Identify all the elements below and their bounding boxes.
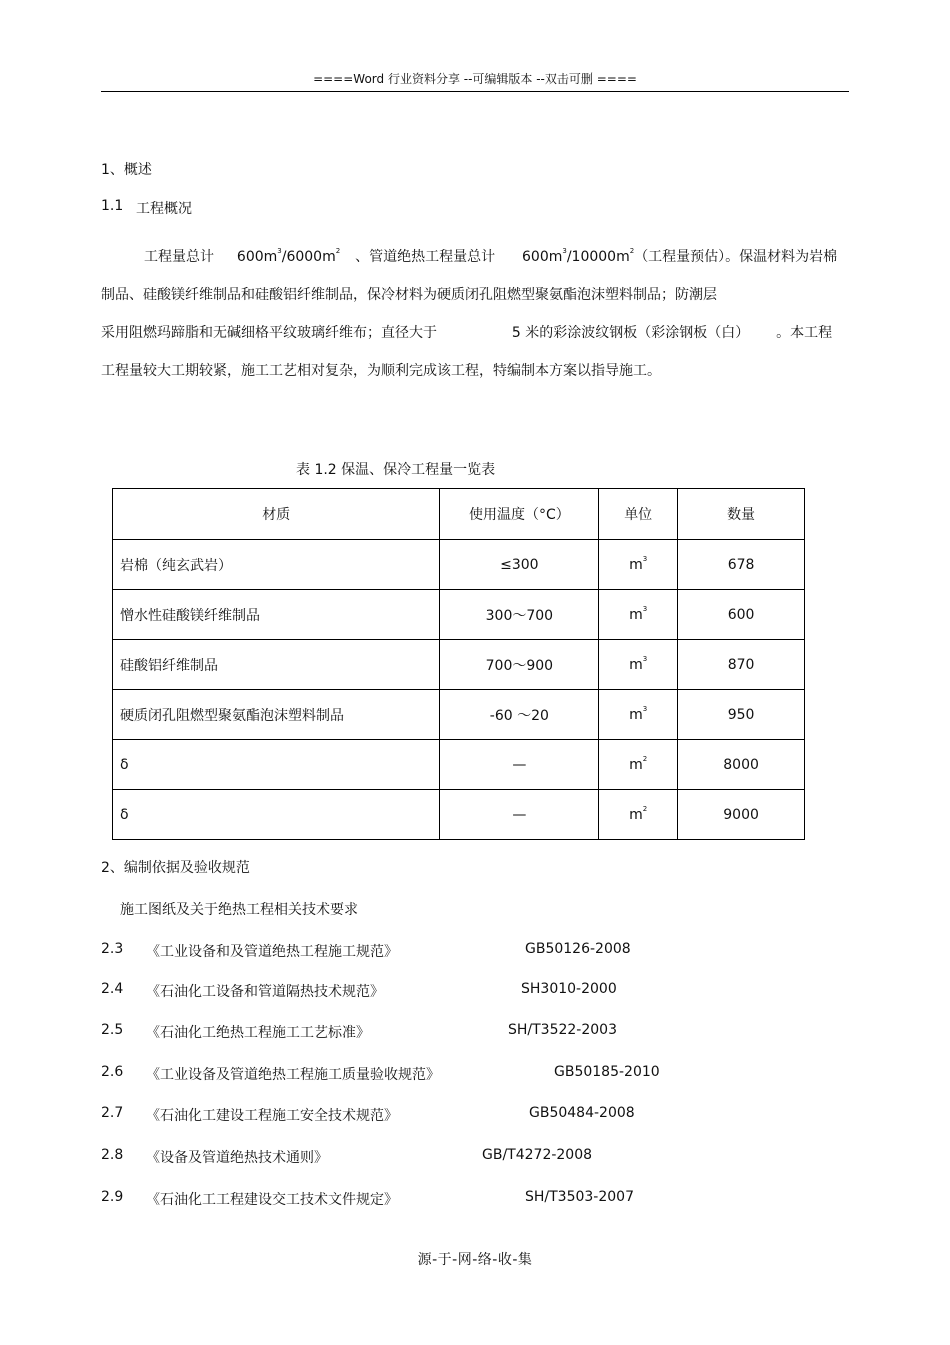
header-divider xyxy=(101,91,849,92)
paragraph-line-1 xyxy=(144,246,837,266)
table-caption: 表 1.2 保温、保冷工程量一览表 xyxy=(296,462,496,478)
standard-code: GB50484-2008 xyxy=(529,1105,635,1121)
superscript: 2 xyxy=(629,247,635,255)
standard-title: 《工业设备和及管道绝热工程施工规范》 xyxy=(146,944,398,960)
cell-material: 岩棉（纯玄武岩） xyxy=(113,540,440,590)
cell-unit xyxy=(599,540,678,590)
cell-temperature: 300～700 xyxy=(440,590,599,640)
unit-superscript: 3 xyxy=(642,704,648,713)
cell-material: δ xyxy=(113,790,440,840)
unit-superscript: 3 xyxy=(642,654,648,663)
superscript: 3 xyxy=(562,247,567,255)
cell-quantity: 8000 xyxy=(678,740,805,790)
unit-text: m xyxy=(629,556,643,573)
standard-title: 《设备及管道绝热技术通则》 xyxy=(146,1150,328,1166)
paragraph-line-2: 制品、硅酸镁纤维制品和硅酸铝纤维制品，保冷材料为硬质闭孔阻燃型聚氨酯泡沫塑料制品；防潮层 xyxy=(101,287,717,303)
unit-superscript: 2 xyxy=(642,804,648,813)
standard-title: 《石油化工设备和管道隔热技术规范》 xyxy=(146,984,384,1000)
column-header-material: 材质 xyxy=(113,489,440,540)
table-row xyxy=(113,540,805,590)
unit-superscript: 3 xyxy=(642,554,648,563)
cell-material: 硬质闭孔阻燃型聚氨酯泡沫塑料制品 xyxy=(113,690,440,740)
standard-number: 2.7 xyxy=(101,1105,124,1121)
page-header: ====Word 行业资料分享 --可编辑版本 --双击可删 ==== xyxy=(313,72,637,86)
cell-unit xyxy=(599,740,678,790)
standard-number: 2.3 xyxy=(101,941,124,957)
standard-number: 2.9 xyxy=(101,1189,124,1205)
table-row xyxy=(113,640,805,690)
para-text: （工程量预估）。保温材料为岩棉 xyxy=(634,249,838,265)
section-2-heading: 2、编制依据及验收规范 xyxy=(101,860,250,876)
cell-material: δ xyxy=(113,740,440,790)
table-row xyxy=(113,790,805,840)
table-row xyxy=(113,690,805,740)
para-text: 采用阻燃玛蹄脂和无碱细格平纹玻璃纤维布；直径大于 xyxy=(101,325,437,341)
cell-material: 憎水性硅酸镁纤维制品 xyxy=(113,590,440,640)
paragraph-line-4: 工程量较大工期较紧，施工工艺相对复杂，为顺利完成该工程，特编制本方案以指导施工。 xyxy=(101,363,661,379)
standard-number: 2.5 xyxy=(101,1022,124,1038)
unit-text: m xyxy=(629,656,643,673)
cell-material: 硅酸铝纤维制品 xyxy=(113,640,440,690)
para-value: /6000m xyxy=(281,249,336,265)
cell-temperature: -60 ～20 xyxy=(440,690,599,740)
section-2-intro: 施工图纸及关于绝热工程相关技术要求 xyxy=(120,902,358,918)
unit-text: m xyxy=(629,706,643,723)
unit-text: m xyxy=(629,806,643,823)
para-value: 600m xyxy=(236,249,278,265)
cell-quantity: 9000 xyxy=(678,790,805,840)
unit-text: m xyxy=(629,756,643,773)
page-footer: 源-于-网-络-收-集 xyxy=(417,1252,533,1268)
cell-unit xyxy=(599,590,678,640)
table-header-row xyxy=(113,489,805,540)
section-1-1-title: 工程概况 xyxy=(136,201,192,217)
cell-temperature: 700～900 xyxy=(440,640,599,690)
para-value: /10000m xyxy=(566,249,630,265)
cell-temperature: ≤300 xyxy=(440,540,599,590)
table-row xyxy=(113,590,805,640)
para-value: 600m xyxy=(522,249,563,265)
standard-title: 《石油化工建设工程施工安全技术规范》 xyxy=(146,1108,398,1124)
cell-quantity: 870 xyxy=(678,640,805,690)
para-text: 5 米的彩涂波纹钢板（彩涂钢板（白） xyxy=(511,325,750,341)
superscript: 2 xyxy=(335,247,341,255)
standard-code: GB50185-2010 xyxy=(554,1064,660,1080)
section-1-heading: 1、概述 xyxy=(101,162,152,178)
standard-title: 《石油化工绝热工程施工工艺标准》 xyxy=(146,1025,370,1041)
para-text: 工程量总计 xyxy=(144,249,214,265)
standard-title: 《工业设备及管道绝热工程施工质量验收规范》 xyxy=(146,1067,440,1083)
cell-quantity: 600 xyxy=(678,590,805,640)
standard-code: GB/T4272-2008 xyxy=(482,1147,593,1163)
cell-unit xyxy=(599,690,678,740)
standard-code: SH/T3522-2003 xyxy=(508,1022,617,1038)
column-header-unit: 单位 xyxy=(599,489,678,540)
unit-superscript: 2 xyxy=(642,754,648,763)
standard-number: 2.8 xyxy=(101,1147,124,1163)
superscript: 3 xyxy=(277,247,282,255)
para-text: 。本工程 xyxy=(776,325,833,341)
para-text: 、管道绝热工程量总计 xyxy=(355,249,496,265)
standard-code: GB50126-2008 xyxy=(525,941,631,957)
cell-quantity: 950 xyxy=(678,690,805,740)
section-1-1-number: 1.1 xyxy=(101,198,124,214)
unit-text: m xyxy=(629,606,643,623)
cell-temperature: — xyxy=(440,790,599,840)
cell-unit xyxy=(599,790,678,840)
standard-number: 2.6 xyxy=(101,1064,124,1080)
table-row xyxy=(113,740,805,790)
cell-unit xyxy=(599,640,678,690)
unit-superscript: 3 xyxy=(642,604,648,613)
column-header-quantity: 数量 xyxy=(678,489,805,540)
standard-title: 《石油化工工程建设交工技术文件规定》 xyxy=(146,1192,398,1208)
standard-code: SH3010-2000 xyxy=(521,981,617,997)
column-header-temperature: 使用温度（°C） xyxy=(440,489,599,540)
cell-temperature: — xyxy=(440,740,599,790)
standard-number: 2.4 xyxy=(101,981,124,997)
quantity-table xyxy=(112,488,805,840)
paragraph-line-3 xyxy=(101,322,832,342)
standard-code: SH/T3503-2007 xyxy=(525,1189,634,1205)
cell-quantity: 678 xyxy=(678,540,805,590)
